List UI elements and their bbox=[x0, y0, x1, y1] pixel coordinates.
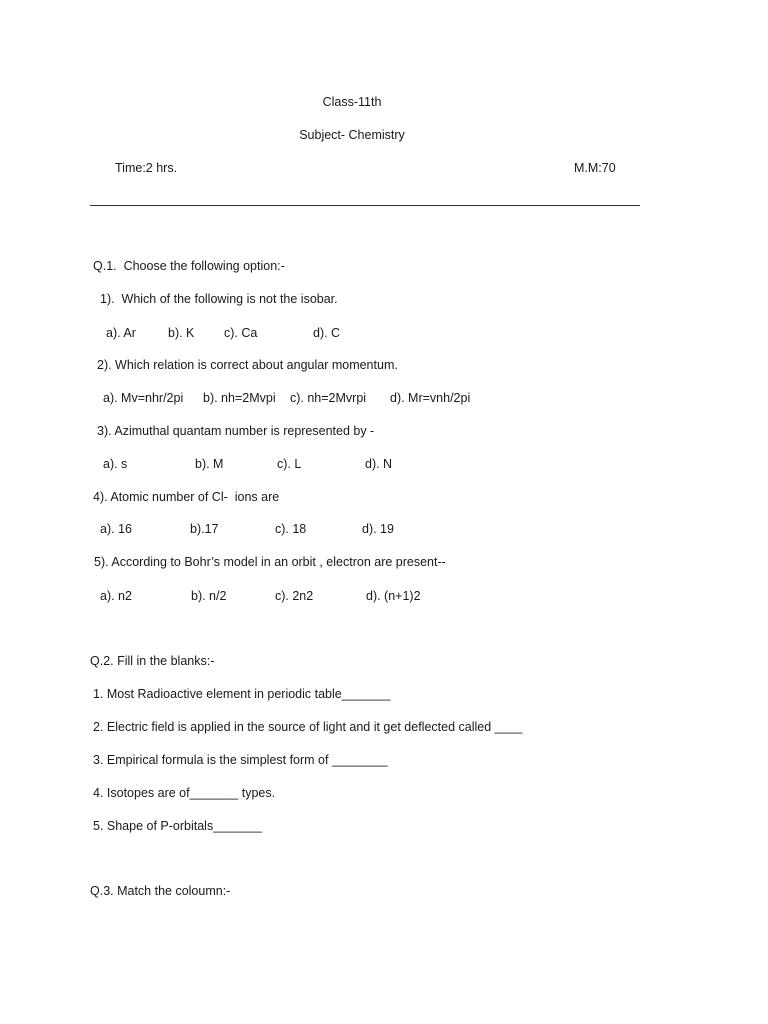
q1-3-option-d: d). N bbox=[365, 457, 393, 471]
q1-2-option-d: d). Mr=vnh/2pi bbox=[390, 391, 471, 405]
q1-1-option-c: c). Ca bbox=[224, 326, 258, 340]
q1-question-1: 1). Which of the following is not the isobar. bbox=[100, 292, 338, 306]
q2-item-5: 5. Shape of P-orbitals_______ bbox=[93, 819, 262, 833]
q1-1-option-a: a). Ar bbox=[106, 326, 136, 340]
q1-4-option-c: c). 18 bbox=[275, 522, 307, 536]
q1-4-option-d: d). 19 bbox=[362, 522, 394, 536]
q1-2-option-b: b). nh=2Mvpi bbox=[203, 391, 276, 405]
q1-question-4: 4). Atomic number of Cl- ions are bbox=[93, 490, 280, 504]
class-title: Class-11th bbox=[322, 95, 382, 109]
q1-3-option-a: a). s bbox=[103, 457, 128, 471]
subject-title: Subject- Chemistry bbox=[299, 128, 405, 142]
q2-item-1: 1. Most Radioactive element in periodic table_______ bbox=[93, 687, 391, 701]
exam-time: Time:2 hrs. bbox=[115, 161, 178, 175]
header-divider bbox=[90, 205, 640, 206]
q1-3-option-c: c). L bbox=[277, 457, 302, 471]
q1-5-option-d: d). (n+1)2 bbox=[366, 589, 421, 603]
q1-3-option-b: b). M bbox=[195, 457, 224, 471]
q3-heading: Q.3. Match the coloumn:- bbox=[90, 884, 231, 898]
q1-4-option-b: b).17 bbox=[190, 522, 219, 536]
q1-2-option-a: a). Mv=nhr/2pi bbox=[103, 391, 184, 405]
q1-1-option-b: b). K bbox=[168, 326, 195, 340]
q1-5-option-b: b). n/2 bbox=[191, 589, 227, 603]
q1-2-option-c: c). nh=2Mvrpi bbox=[290, 391, 367, 405]
q2-item-4: 4. Isotopes are of_______ types. bbox=[93, 786, 276, 800]
q1-4-option-a: a). 16 bbox=[100, 522, 132, 536]
q2-heading: Q.2. Fill in the blanks:- bbox=[90, 654, 215, 668]
q1-question-3: 3). Azimuthal quantam number is represented by - bbox=[97, 424, 375, 438]
q2-item-3: 3. Empirical formula is the simplest form of ________ bbox=[93, 753, 388, 767]
max-marks: M.M:70 bbox=[574, 161, 616, 175]
q1-heading: Q.1. Choose the following option:- bbox=[93, 259, 285, 273]
q1-5-option-a: a). n2 bbox=[100, 589, 132, 603]
q1-1-option-d: d). C bbox=[313, 326, 341, 340]
q1-question-2: 2). Which relation is correct about angular momentum. bbox=[97, 358, 398, 372]
q2-item-2: 2. Electric field is applied in the source of light and it get deflected called ____ bbox=[93, 720, 523, 734]
q1-question-5: 5). According to Bohr’s model in an orbit , electron are present-- bbox=[94, 555, 446, 569]
q1-5-option-c: c). 2n2 bbox=[275, 589, 314, 603]
